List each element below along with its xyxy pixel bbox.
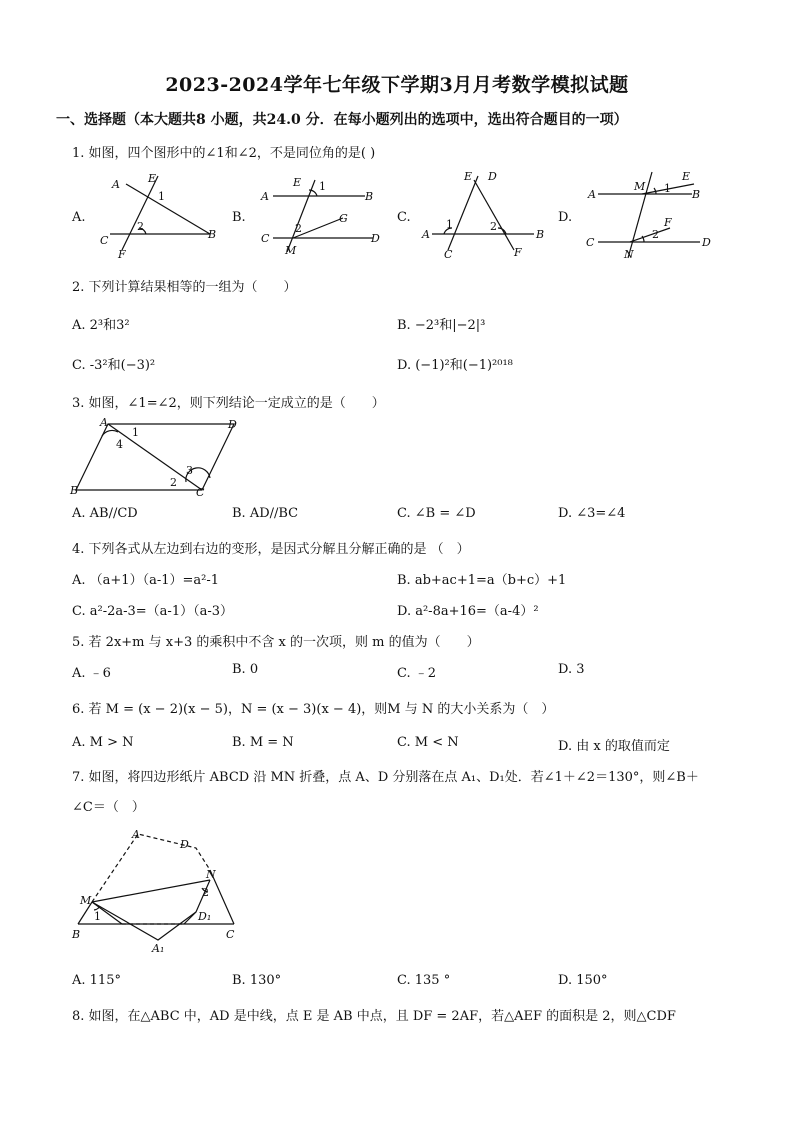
fig-a-label-f: F: [118, 248, 126, 260]
q3-label-2: 2: [170, 476, 177, 489]
q7-label-a1: A₁: [152, 942, 165, 955]
fig-a-label-e: E: [148, 172, 157, 185]
fig-b-label-1: 1: [319, 180, 326, 193]
q2-option-c: C. -3²和(−3)²: [72, 358, 156, 373]
fig-a-label-2: 2: [137, 220, 144, 233]
q7-label-a: A: [132, 828, 140, 841]
fig-b-label-e: E: [293, 176, 302, 189]
q7-label-d1: D₁: [198, 910, 212, 923]
q7-label-c: C: [226, 928, 235, 941]
fig-c-label-a: A: [422, 228, 430, 241]
fig-c-label-1: 1: [446, 218, 453, 231]
q7-label-d: D: [180, 838, 189, 851]
q6-option-a: A. M > N: [72, 735, 134, 750]
q1-figure-b: [255, 170, 395, 260]
q2-option-d: D. (−1)²和(−1)²⁰¹⁸: [397, 358, 513, 373]
q3-label-3: 3: [186, 464, 193, 477]
q5-option-c: C. ﹣2: [397, 666, 437, 681]
q7-label-n: N: [206, 868, 216, 881]
question-1-stem: 1. 如图，四个图形中的∠1和∠2，不是同位角的是( ): [72, 146, 376, 161]
q7-label-1: 1: [94, 910, 101, 923]
q4-option-c: C. a²-2a-3=（a-1）（a-3）: [72, 604, 234, 619]
question-6-stem: 6. 若 M = (x − 2)(x − 5)，N = (x − 3)(x − 4)，则M 与 N 的大小关系为（ ）: [72, 702, 555, 717]
fig-d-label-d: D: [702, 236, 711, 249]
fig-b-label-a: A: [261, 190, 269, 203]
q7-option-d: D. 150°: [558, 973, 608, 988]
question-5-stem: 5. 若 2x+m 与 x+3 的乘积中不含 x 的一次项，则 m 的值为（ ）: [72, 635, 480, 650]
question-3-stem: 3. 如图，∠1=∠2，则下列结论一定成立的是（ ）: [72, 396, 385, 411]
q1-figure-d: [582, 166, 722, 260]
fig-d-label-n: N: [624, 248, 634, 260]
q7-option-a: A. 115°: [72, 973, 121, 988]
fig-a-label-1: 1: [158, 190, 165, 203]
q6-option-b: B. M = N: [232, 735, 294, 750]
q7-label-2: 2: [202, 886, 209, 899]
q4-option-d: D. a²-8a+16=（a-4）²: [397, 604, 539, 619]
page-title: 2023-2024学年七年级下学期3月月考数学模拟试题: [165, 74, 629, 96]
q3-label-d: D: [228, 418, 237, 431]
q3-option-c: C. ∠B = ∠D: [397, 506, 476, 521]
q1-option-d: D.: [558, 210, 573, 225]
question-7-stem-line1: 7. 如图，将四边形纸片 ABCD 沿 MN 折叠，点 A、D 分别落在点 A₁、D₁处．若∠1＋∠2＝130°，则∠B＋: [72, 770, 699, 785]
fig-c-label-c: C: [444, 248, 453, 260]
fig-d-label-1: 1: [664, 182, 671, 195]
fig-d-label-e: E: [682, 170, 691, 183]
q7-figure: [66, 822, 252, 962]
q3-label-4: 4: [116, 438, 123, 451]
fig-a-label-b: B: [208, 228, 217, 241]
fig-b-label-c: C: [261, 232, 270, 245]
fig-a-label-a: A: [112, 178, 120, 191]
question-8-stem: 8. 如图，在△ABC 中，AD 是中线，点 E 是 AB 中点，且 DF = 2AF，若△AEF 的面积是 2，则△CDF: [72, 1009, 676, 1024]
fig-c-label-b: B: [536, 228, 545, 241]
q1-option-b: B.: [232, 210, 246, 225]
q2-option-a: A. 2³和3²: [72, 318, 130, 333]
fig-d-label-a: A: [588, 188, 596, 201]
fig-b-label-d: D: [371, 232, 380, 245]
fig-d-label-m: M: [634, 180, 646, 193]
fig-c-label-d: D: [488, 170, 497, 183]
fig-c-label-2: 2: [490, 220, 497, 233]
question-2-stem: 2. 下列计算结果相等的一组为（ ）: [72, 280, 297, 295]
question-7-stem-line2: ∠C＝（ ）: [72, 800, 145, 815]
q7-option-c: C. 135 °: [397, 973, 451, 988]
fig-b-label-b: B: [365, 190, 374, 203]
q6-option-c: C. M < N: [397, 735, 459, 750]
question-4-stem: 4. 下列各式从左边到右边的变形，是因式分解且分解正确的是 （ ）: [72, 542, 470, 557]
q5-option-d: D. 3: [558, 662, 585, 677]
q3-option-b: B. AD//BC: [232, 506, 299, 521]
fig-b-label-m: M: [285, 244, 297, 257]
fig-d-label-b: B: [692, 188, 701, 201]
q1-option-a: A.: [72, 210, 86, 225]
q3-option-a: A. AB//CD: [72, 506, 138, 521]
q1-figure-a: [90, 168, 230, 260]
q5-option-a: A. ﹣6: [72, 666, 111, 681]
q3-label-a: A: [100, 416, 108, 429]
q1-option-c: C.: [397, 210, 411, 225]
fig-d-label-2: 2: [652, 228, 659, 241]
fig-d-label-c: C: [586, 236, 595, 249]
q5-option-b: B. 0: [232, 662, 259, 677]
q2-option-b: B. −2³和|−2|³: [397, 318, 486, 333]
q3-label-1: 1: [132, 426, 139, 439]
q3-option-d: D. ∠3=∠4: [558, 506, 626, 521]
fig-d-label-f: F: [664, 216, 672, 229]
fig-c-label-f: F: [514, 246, 522, 259]
section-heading: 一、选择题（本大题共8 小题，共24.0 分．在每小题列出的选项中，选出符合题目的一项）: [56, 112, 628, 128]
q3-label-b: B: [70, 484, 79, 497]
fig-b-label-g: G: [339, 212, 348, 225]
fig-b-label-2: 2: [295, 222, 302, 235]
q4-option-a: A. （a+1）（a-1）=a²-1: [72, 573, 219, 588]
q4-option-b: B. ab+ac+1=a（b+c）+1: [397, 573, 567, 588]
q7-option-b: B. 130°: [232, 973, 282, 988]
q1-figure-c: [418, 166, 558, 260]
q7-label-b: B: [72, 928, 81, 941]
q6-option-d: D. 由 x 的取值而定: [558, 739, 670, 754]
q7-label-m: M: [80, 894, 92, 907]
fig-a-label-c: C: [100, 234, 109, 247]
q3-figure: [66, 412, 256, 502]
fig-c-label-e: E: [464, 170, 473, 183]
q3-label-c: C: [196, 486, 205, 499]
